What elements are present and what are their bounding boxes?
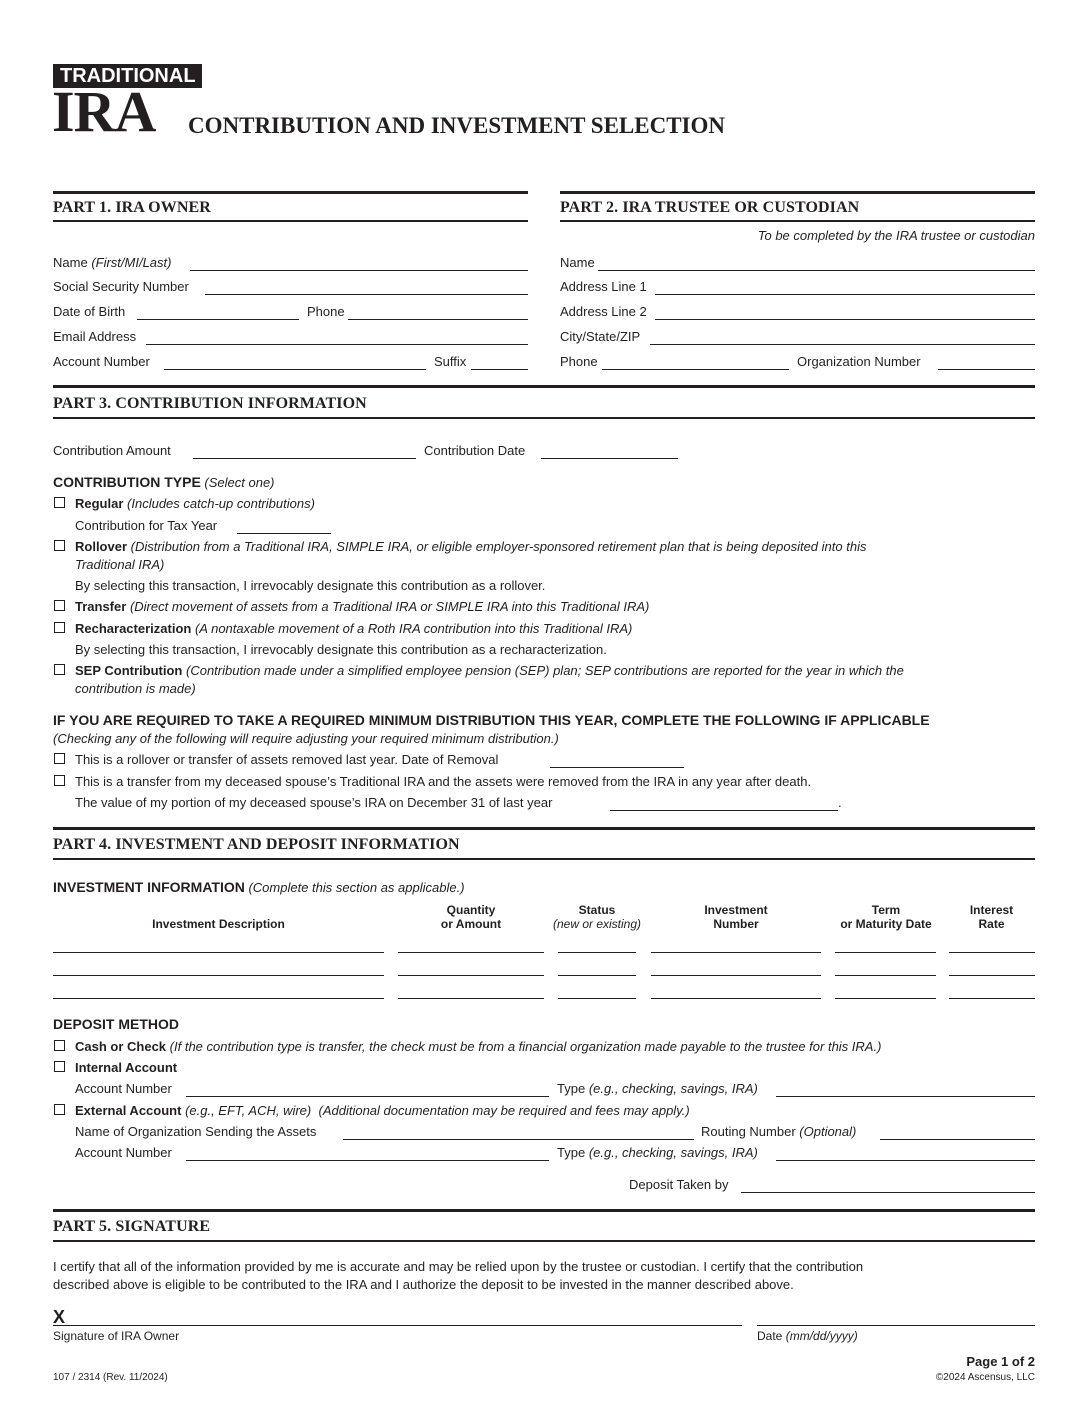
account-number-label: Account Number xyxy=(53,354,150,369)
sep-checkbox[interactable] xyxy=(54,664,65,675)
part5-bottom-rule xyxy=(53,1240,1035,1242)
certification-line-2: described above is eligible to be contributed to the IRA and I authorize the deposit to be invested in the manner described above. xyxy=(53,1277,794,1292)
email-field[interactable] xyxy=(146,344,528,345)
sep-desc-cont: contribution is made) xyxy=(75,681,196,696)
part2-note: To be completed by the IRA trustee or custodian xyxy=(757,228,1035,243)
regular-checkbox[interactable] xyxy=(54,497,65,508)
address2-label: Address Line 2 xyxy=(560,304,647,319)
rollover-checkbox[interactable] xyxy=(54,540,65,551)
rechar-option: Recharacterization (A nontaxable movement of a Roth IRA contribution into this Traditional IRA) xyxy=(75,621,633,636)
quantity-field[interactable] xyxy=(398,952,544,953)
signature-field[interactable] xyxy=(53,1325,742,1326)
col-investment-description: Investment Description xyxy=(152,917,285,931)
ssn-field[interactable] xyxy=(205,294,528,295)
rmd2-label: This is a transfer from my deceased spouse’s Traditional IRA and the assets were removed from the IRA in any year after death. xyxy=(75,774,812,789)
external-type-label: Type (e.g., checking, savings, IRA) xyxy=(557,1145,758,1160)
rmd3-period: . xyxy=(838,795,842,810)
investment-info-title: INVESTMENT INFORMATION (Complete this section as applicable.) xyxy=(53,879,465,895)
status-field[interactable] xyxy=(558,952,636,953)
rechar-note: By selecting this transaction, I irrevocably designate this contribution as a recharacterization. xyxy=(75,642,607,657)
part1-heading: PART 1. IRA OWNER xyxy=(53,199,211,216)
external-account-checkbox[interactable] xyxy=(54,1104,65,1115)
rollover-option: Rollover (Distribution from a Traditional IRA, SIMPLE IRA, or eligible employer-sponsored retirement plan that is being deposited into this xyxy=(75,539,867,554)
investment-number-field[interactable] xyxy=(651,998,821,999)
rechar-checkbox[interactable] xyxy=(54,622,65,633)
col-interest-rate: Interest Rate xyxy=(969,903,1014,931)
term-field[interactable] xyxy=(835,952,936,953)
investment-description-field[interactable] xyxy=(53,998,384,999)
deposit-taken-label: Deposit Taken by xyxy=(629,1177,729,1192)
part2-heading: PART 2. IRA TRUSTEE OR CUSTODIAN xyxy=(560,199,860,216)
term-field[interactable] xyxy=(835,998,936,999)
external-account-number-field[interactable] xyxy=(186,1160,549,1161)
form-number: 107 / 2314 (Rev. 11/2024) xyxy=(53,1372,168,1383)
interest-rate-field[interactable] xyxy=(949,975,1035,976)
part1-bottom-rule xyxy=(53,220,528,222)
rmd-hint: (Checking any of the following will require adjusting your required minimum distribution.) xyxy=(53,731,559,746)
trustee-phone-label: Phone xyxy=(560,354,598,369)
cash-check-option: Cash or Check (If the contribution type is transfer, the check must be from a financial organization made payable to the trustee for this IRA.) xyxy=(75,1039,882,1054)
owner-name-field[interactable] xyxy=(190,270,528,271)
cash-check-checkbox[interactable] xyxy=(54,1040,65,1051)
traditional-badge-text: TRADITIONAL xyxy=(60,65,196,87)
signature-label: Signature of IRA Owner xyxy=(53,1329,180,1343)
routing-number-label: Routing Number (Optional) xyxy=(701,1124,857,1139)
sep-option: SEP Contribution (Contribution made under a simplified employee pension (SEP) plan; SEP contributions are reported for the year in which the xyxy=(75,663,904,678)
address2-field[interactable] xyxy=(655,319,1035,320)
part3-top-rule xyxy=(53,385,1035,388)
city-field[interactable] xyxy=(650,344,1035,345)
owner-phone-label: Phone xyxy=(307,304,345,319)
address1-field[interactable] xyxy=(655,294,1035,295)
suffix-field[interactable] xyxy=(471,369,528,370)
external-type-field[interactable] xyxy=(776,1160,1035,1161)
signature-x-mark: X xyxy=(53,1307,66,1327)
owner-phone-field[interactable] xyxy=(348,319,528,320)
tax-year-field[interactable] xyxy=(237,533,331,534)
dob-field[interactable] xyxy=(137,319,299,320)
contribution-amount-label: Contribution Amount xyxy=(53,443,171,458)
interest-rate-field[interactable] xyxy=(949,952,1035,953)
part4-heading: PART 4. INVESTMENT AND DEPOSIT INFORMATION xyxy=(53,836,460,853)
col-term: Term or Maturity Date xyxy=(840,903,932,931)
col-status: Status (new or existing) xyxy=(552,903,642,931)
form-title: CONTRIBUTION AND INVESTMENT SELECTION xyxy=(188,113,726,138)
suffix-label: Suffix xyxy=(434,354,467,369)
quantity-field[interactable] xyxy=(398,998,544,999)
internal-account-number-label: Account Number xyxy=(75,1081,172,1096)
city-label: City/State/ZIP xyxy=(560,329,641,344)
rmd1-label: This is a rollover or transfer of assets removed last year. Date of Removal xyxy=(75,752,499,767)
internal-type-label: Type (e.g., checking, savings, IRA) xyxy=(557,1081,758,1096)
transfer-option: Transfer (Direct movement of assets from a Traditional IRA or SIMPLE IRA into this Traditional IRA) xyxy=(75,599,650,614)
contribution-date-label: Contribution Date xyxy=(424,443,526,458)
part3-heading: PART 3. CONTRIBUTION INFORMATION xyxy=(53,395,367,412)
signature-date-label: Date (mm/dd/yyyy) xyxy=(757,1329,858,1343)
org-sending-field[interactable] xyxy=(343,1139,694,1140)
contribution-type-title: CONTRIBUTION TYPE (Select one) xyxy=(53,474,275,490)
part5-top-rule xyxy=(53,1209,1035,1212)
deposit-taken-field[interactable] xyxy=(741,1192,1035,1193)
term-field[interactable] xyxy=(835,975,936,976)
investment-description-field[interactable] xyxy=(53,952,384,953)
external-account-option: External Account (e.g., EFT, ACH, wire) (Additional documentation may be required and fees may apply.) xyxy=(75,1103,690,1118)
internal-account-number-field[interactable] xyxy=(186,1096,549,1097)
regular-option: Regular (Includes catch-up contributions) xyxy=(75,496,315,511)
internal-account-checkbox[interactable] xyxy=(54,1061,65,1072)
account-number-field[interactable] xyxy=(164,369,426,370)
part2-top-rule xyxy=(560,191,1035,194)
certification-line-1: I certify that all of the information provided by me is accurate and may be relied upon by the trustee or custodian. I certify that the contribution xyxy=(53,1259,864,1274)
part2-bottom-rule xyxy=(560,220,1035,222)
part1-top-rule xyxy=(53,191,528,194)
rmd2-checkbox[interactable] xyxy=(54,775,65,786)
internal-type-field[interactable] xyxy=(776,1096,1035,1097)
trustee-phone-field[interactable] xyxy=(602,369,789,370)
col-quantity: Quantity or Amount xyxy=(440,903,502,931)
status-field[interactable] xyxy=(558,998,636,999)
trustee-name-label: Name xyxy=(560,255,595,270)
investment-number-field[interactable] xyxy=(651,952,821,953)
spouse-ira-value-field[interactable] xyxy=(610,810,838,811)
rmd3-label: The value of my portion of my deceased spouse’s IRA on December 31 of last year xyxy=(75,795,553,810)
internal-account-option: Internal Account xyxy=(75,1060,178,1075)
quantity-field[interactable] xyxy=(398,975,544,976)
external-account-number-label: Account Number xyxy=(75,1145,172,1160)
page-number: Page 1 of 2 xyxy=(966,1354,1035,1369)
tax-year-label: Contribution for Tax Year xyxy=(75,518,218,533)
rmd-title: IF YOU ARE REQUIRED TO TAKE A REQUIRED MINIMUM DISTRIBUTION THIS YEAR, COMPLETE THE FOLLOWING IF APPLICABLE xyxy=(53,712,930,728)
part4-top-rule xyxy=(53,827,1035,830)
part4-bottom-rule xyxy=(53,858,1035,860)
org-number-field[interactable] xyxy=(938,369,1035,370)
ira-title: IRA xyxy=(52,79,156,144)
rmd1-checkbox[interactable] xyxy=(54,753,65,764)
status-field[interactable] xyxy=(558,975,636,976)
part3-bottom-rule xyxy=(53,417,1035,419)
contribution-amount-field[interactable] xyxy=(193,458,416,459)
dob-label: Date of Birth xyxy=(53,304,126,319)
interest-rate-field[interactable] xyxy=(949,998,1035,999)
col-investment-number: Investment Number xyxy=(704,903,768,931)
signature-date-field[interactable] xyxy=(757,1325,1035,1326)
deposit-method-title: DEPOSIT METHOD xyxy=(53,1016,180,1032)
removal-date-field[interactable] xyxy=(550,767,684,768)
rollover-note: By selecting this transaction, I irrevocably designate this contribution as a rollover. xyxy=(75,578,546,593)
investment-description-field[interactable] xyxy=(53,975,384,976)
address1-label: Address Line 1 xyxy=(560,279,647,294)
part5-heading: PART 5. SIGNATURE xyxy=(53,1218,211,1235)
transfer-checkbox[interactable] xyxy=(54,600,65,611)
investment-number-field[interactable] xyxy=(651,975,821,976)
trustee-name-field[interactable] xyxy=(598,270,1035,271)
copyright: ©2024 Ascensus, LLC xyxy=(935,1372,1035,1383)
ssn-label: Social Security Number xyxy=(53,279,189,294)
org-sending-label: Name of Organization Sending the Assets xyxy=(75,1124,317,1139)
org-number-label: Organization Number xyxy=(797,354,921,369)
contribution-date-field[interactable] xyxy=(541,458,678,459)
rollover-desc-cont: Traditional IRA) xyxy=(75,557,165,572)
email-label: Email Address xyxy=(53,329,137,344)
routing-number-field[interactable] xyxy=(880,1139,1035,1140)
name-label: Name (First/MI/Last) xyxy=(53,255,172,270)
